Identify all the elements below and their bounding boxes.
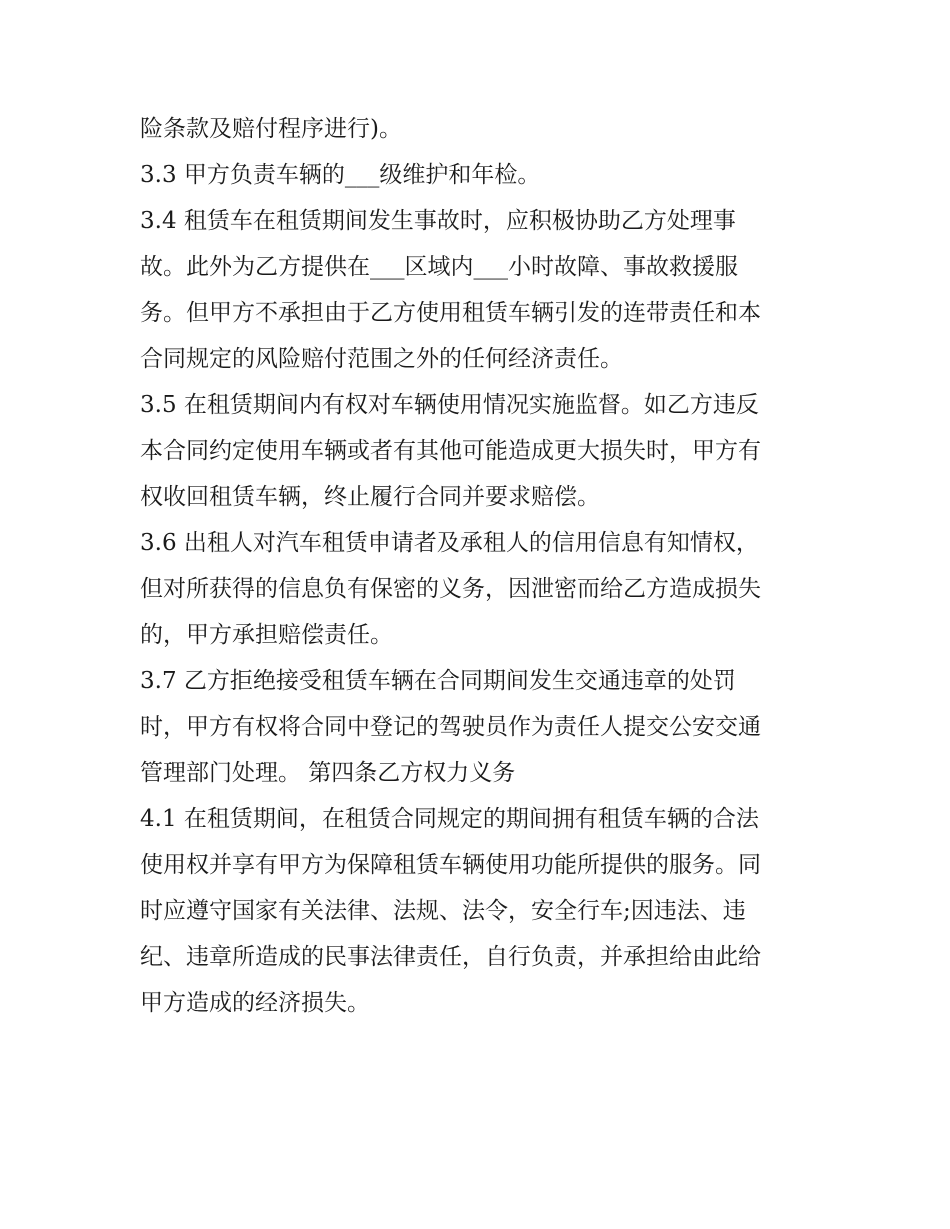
- text-line: 合同规定的风险赔付范围之外的任何经济责任。: [140, 346, 623, 372]
- clause-3-7: 3.7 乙方拒绝接受租赁车辆在合同期间发生交通违章的处罚: [140, 668, 736, 694]
- clause-3-5: 3.5 在租赁期间内有权对车辆使用情况实施监督。如乙方违反: [140, 392, 759, 418]
- text-line: 时应遵守国家有关法律、法规、法令，安全行车;因违法、违: [140, 898, 746, 924]
- text-line: 险条款及赔付程序进行)。: [140, 116, 402, 142]
- text-line: 纪、违章所造成的民事法律责任，自行负责，并承担给由此给: [140, 944, 761, 970]
- clause-4-1: 4.1 在租赁期间，在租赁合同规定的期间拥有租赁车辆的合法: [140, 806, 759, 832]
- text-line: 权收回租赁车辆，终止履行合同并要求赔偿。: [140, 484, 600, 510]
- text-line: 务。但甲方不承担由于乙方使用租赁车辆引发的连带责任和本: [140, 300, 761, 326]
- text-line: 管理部门处理。 第四条乙方权力义务: [140, 760, 516, 786]
- text-line: 时，甲方有权将合同中登记的驾驶员作为责任人提交公安交通: [140, 714, 761, 740]
- text-line: 但对所获得的信息负有保密的义务，因泄密而给乙方造成损失: [140, 576, 761, 602]
- document-body: [140, 106, 820, 1026]
- text-line: 的，甲方承担赔偿责任。: [140, 622, 393, 648]
- clause-3-4: 3.4 租赁车在租赁期间发生事故时，应积极协助乙方处理事: [140, 208, 736, 234]
- clause-3-6: 3.6 出租人对汽车租赁申请者及承租人的信用信息有知情权，: [140, 530, 759, 556]
- text-line: 本合同约定使用车辆或者有其他可能造成更大损失时，甲方有: [140, 438, 761, 464]
- clause-3-3: 3.3 甲方负责车辆的___级维护和年检。: [140, 162, 541, 188]
- text-line: 甲方造成的经济损失。: [140, 990, 370, 1016]
- text-line: 故。此外为乙方提供在___区域内___小时故障、事故救援服: [140, 254, 738, 280]
- text-line: 使用权并享有甲方为保障租赁车辆使用功能所提供的服务。同: [140, 852, 761, 878]
